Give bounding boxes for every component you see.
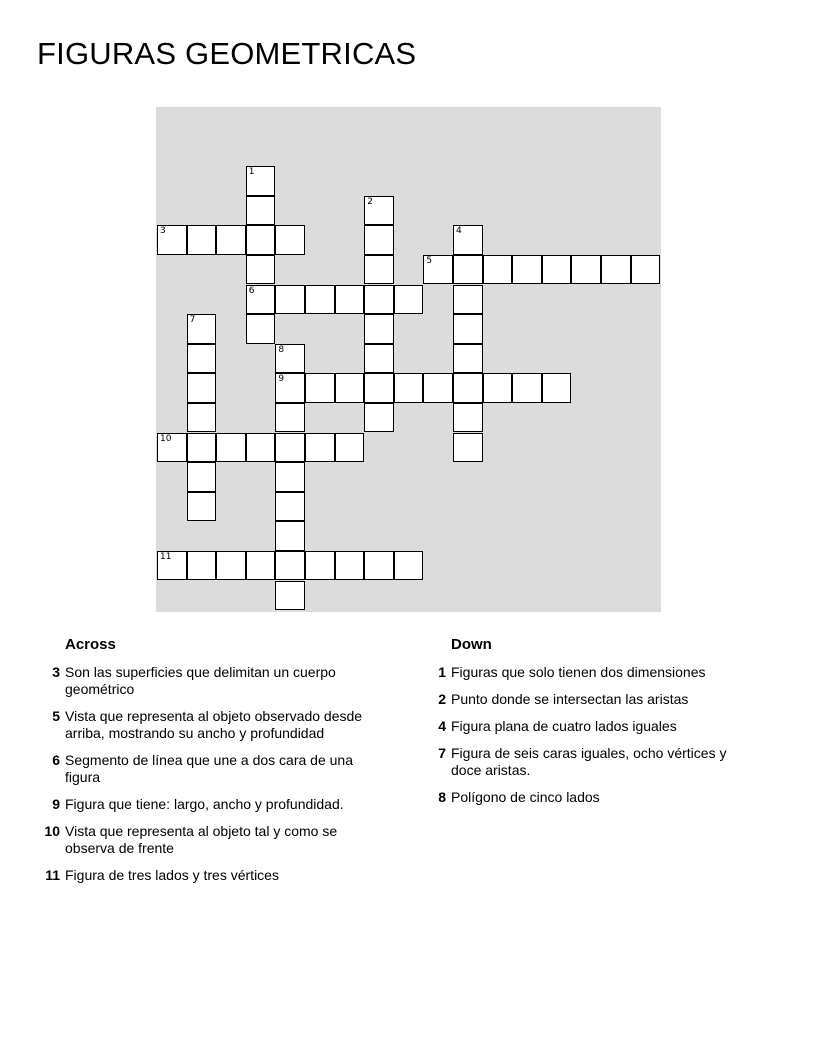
grid-cell[interactable] — [216, 551, 246, 581]
across-clue — [40, 867, 370, 884]
clue-text: Figura que tiene: largo, ancho y profundidad. — [65, 796, 344, 812]
grid-cell[interactable] — [453, 373, 483, 403]
across-clue — [40, 708, 370, 742]
grid-cell[interactable] — [364, 225, 394, 255]
grid-cell[interactable] — [394, 285, 424, 315]
grid-cell[interactable] — [364, 285, 394, 315]
clue-number: 5 — [52, 708, 60, 724]
crossword-grid — [156, 107, 661, 612]
cell-number: 8 — [278, 344, 285, 355]
grid-cell[interactable] — [423, 255, 453, 285]
grid-cell[interactable] — [275, 344, 305, 374]
grid-cell[interactable] — [305, 551, 335, 581]
grid-cell[interactable] — [157, 551, 187, 581]
grid-cell[interactable] — [246, 433, 276, 463]
clue-text: Figura de seis caras iguales, ocho vértices y doce aristas. — [451, 745, 727, 778]
grid-cell[interactable] — [187, 225, 217, 255]
cell-number: 7 — [189, 315, 196, 326]
grid-cell[interactable] — [335, 373, 365, 403]
clue-number: 3 — [52, 664, 60, 680]
down-clue — [426, 691, 756, 708]
cell-number: 6 — [248, 285, 255, 296]
clue-text: Segmento de línea que une a dos cara de una figura — [65, 752, 353, 785]
grid-cell[interactable] — [394, 551, 424, 581]
down-clue — [426, 789, 756, 806]
page-title: FIGURAS GEOMETRICAS — [37, 36, 417, 71]
clue-text: Figura plana de cuatro lados iguales — [451, 718, 677, 734]
cell-number: 10 — [160, 433, 172, 444]
clue-text: Figuras que solo tienen dos dimensiones — [451, 664, 706, 680]
grid-cell[interactable] — [275, 521, 305, 551]
grid-cell[interactable] — [187, 492, 217, 522]
cell-number: 9 — [278, 374, 285, 385]
grid-cell[interactable] — [305, 433, 335, 463]
grid-cell[interactable] — [275, 462, 305, 492]
down-clue — [426, 745, 756, 779]
grid-cell[interactable] — [542, 255, 572, 285]
grid-cell[interactable] — [335, 551, 365, 581]
clue-text: Polígono de cinco lados — [451, 789, 600, 805]
down-clues — [426, 636, 756, 816]
grid-cell[interactable] — [512, 373, 542, 403]
across-clue — [40, 796, 370, 813]
grid-cell[interactable] — [364, 344, 394, 374]
grid-cell[interactable] — [453, 225, 483, 255]
grid-cell[interactable] — [453, 255, 483, 285]
clue-text: Son las superficies que delimitan un cuerpo geométrico — [65, 664, 336, 697]
grid-cell[interactable] — [364, 314, 394, 344]
grid-cell[interactable] — [364, 551, 394, 581]
clue-text: Punto donde se intersectan las aristas — [451, 691, 689, 707]
grid-cell[interactable] — [364, 373, 394, 403]
clue-text: Figura de tres lados y tres vértices — [65, 867, 279, 883]
grid-cell[interactable] — [216, 225, 246, 255]
grid-cell[interactable] — [453, 344, 483, 374]
grid-cell[interactable] — [187, 314, 217, 344]
cell-number: 4 — [456, 226, 462, 237]
grid-cell[interactable] — [187, 403, 217, 433]
grid-cell[interactable] — [275, 433, 305, 463]
grid-cell[interactable] — [394, 373, 424, 403]
grid-cell[interactable] — [483, 255, 513, 285]
grid-cell[interactable] — [275, 581, 305, 611]
grid-cell[interactable] — [275, 373, 305, 403]
cell-number: 11 — [160, 551, 172, 562]
across-clue — [40, 823, 370, 857]
clue-text: Vista que representa al objeto tal y como se observa de frente — [65, 823, 338, 856]
across-clue — [40, 752, 370, 786]
grid-cell[interactable] — [453, 314, 483, 344]
grid-cell[interactable] — [246, 255, 276, 285]
grid-cell[interactable] — [453, 433, 483, 463]
grid-cell[interactable] — [631, 255, 661, 285]
grid-cell[interactable] — [157, 433, 187, 463]
grid-cell[interactable] — [246, 166, 276, 196]
grid-cell[interactable] — [453, 403, 483, 433]
down-clue — [426, 718, 756, 735]
grid-cell[interactable] — [246, 285, 276, 315]
cell-number: 1 — [248, 167, 255, 178]
grid-cell[interactable] — [187, 373, 217, 403]
across-heading: Across — [65, 636, 116, 653]
grid-cell[interactable] — [157, 225, 187, 255]
grid-cell[interactable] — [216, 433, 246, 463]
clue-number: 10 — [44, 823, 60, 839]
grid-cell[interactable] — [364, 196, 394, 226]
grid-cell[interactable] — [187, 344, 217, 374]
across-clues — [40, 636, 370, 894]
grid-cell[interactable] — [246, 196, 276, 226]
clue-number: 4 — [438, 718, 446, 734]
grid-cell[interactable] — [246, 225, 276, 255]
across-clue — [40, 664, 370, 698]
grid-cell[interactable] — [275, 285, 305, 315]
grid-cell[interactable] — [571, 255, 601, 285]
grid-cell[interactable] — [275, 551, 305, 581]
grid-cell[interactable] — [187, 462, 217, 492]
grid-cell[interactable] — [512, 255, 542, 285]
grid-cell[interactable] — [305, 285, 335, 315]
cell-number: 5 — [426, 255, 433, 266]
clue-text: Vista que representa al objeto observado desde arriba, mostrando su ancho y profundidad — [65, 708, 363, 741]
clue-number: 2 — [438, 691, 446, 707]
grid-cell[interactable] — [364, 255, 394, 285]
down-clue — [426, 664, 756, 681]
cell-number: 2 — [367, 196, 373, 207]
grid-cell[interactable] — [246, 551, 276, 581]
grid-cell[interactable] — [275, 225, 305, 255]
grid-cell[interactable] — [335, 285, 365, 315]
grid-cell[interactable] — [453, 285, 483, 315]
grid-cell[interactable] — [423, 373, 453, 403]
grid-cell[interactable] — [483, 373, 513, 403]
grid-cell[interactable] — [187, 433, 217, 463]
grid-cell[interactable] — [275, 492, 305, 522]
clue-number: 6 — [52, 752, 60, 768]
grid-cell[interactable] — [246, 314, 276, 344]
down-heading: Down — [451, 636, 492, 653]
clue-number: 7 — [438, 745, 446, 761]
clue-number: 9 — [52, 796, 60, 812]
grid-cell[interactable] — [275, 403, 305, 433]
grid-cell[interactable] — [542, 373, 572, 403]
cell-number: 3 — [160, 226, 166, 237]
clue-number: 11 — [45, 867, 60, 883]
grid-cell[interactable] — [364, 403, 394, 433]
clue-number: 8 — [438, 789, 446, 805]
grid-cell[interactable] — [305, 373, 335, 403]
grid-cell[interactable] — [601, 255, 631, 285]
grid-cell[interactable] — [335, 433, 365, 463]
clue-number: 1 — [438, 664, 446, 680]
grid-cell[interactable] — [187, 551, 217, 581]
